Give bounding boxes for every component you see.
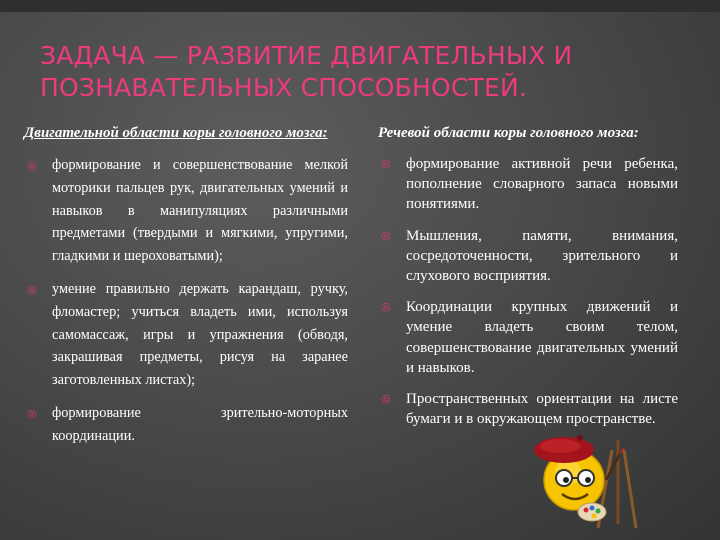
list-item: ◎ умение правильно держать карандаш, ручку, фломастер; учиться владеть ими, используя самомассаж, игры и упражнения (обводя, закрашивая предметы, рисуя на заранее заготовленных листах); [27, 280, 348, 389]
circle-bullet-icon: ◎ [27, 160, 37, 172]
painter-smiley-icon [528, 420, 648, 530]
list-item: ◎ формирование и совершенствование мелкой моторики пальцев рук, двигательных умений и навыков в манипуляциях различными предметами (твердыми и мягкими, упругими, гладкими и шероховатыми); [27, 157, 348, 265]
right-column [378, 122, 678, 440]
right-heading: Речевой области коры головного мозга: [378, 125, 639, 141]
slide-title: ЗАДАЧА — РАЗВИТИЕ ДВИГАТЕЛЬНЫХ И ПОЗНАВАТЕЛЬНЫХ СПОСОБНОСТЕЙ. [40, 41, 573, 102]
circle-bullet-icon: ◎ [27, 283, 37, 296]
list-item: ◎ формирование зрительно-моторных координации. [27, 404, 348, 444]
list-item: ◎ Мышления, памяти, внимания, сосредоточенности, зрительного и слухового восприятия. [381, 227, 678, 285]
list-item: ◎ Координации крупных движений и умение владеть своим телом, совершенствование двигательных умений и навыков. [381, 299, 678, 376]
right-list [378, 154, 678, 429]
top-band [0, 0, 720, 12]
circle-bullet-icon: ◎ [381, 229, 391, 242]
circle-bullet-icon: ◎ [27, 407, 37, 420]
circle-bullet-icon: ◎ [381, 301, 391, 314]
circle-bullet-icon: ◎ [381, 393, 391, 406]
circle-bullet-icon: ◎ [381, 158, 391, 170]
left-heading: Двигательной области коры головного мозга: [24, 125, 328, 141]
left-list [24, 154, 348, 448]
list-item: ◎ формирование активной речи ребенка, пополнение словарного запаса новыми понятиями. [381, 156, 678, 213]
list-item: ◎ Пространственных ориентации на листе бумаги и в окружающем пространстве. [381, 391, 678, 428]
left-column [24, 122, 348, 458]
